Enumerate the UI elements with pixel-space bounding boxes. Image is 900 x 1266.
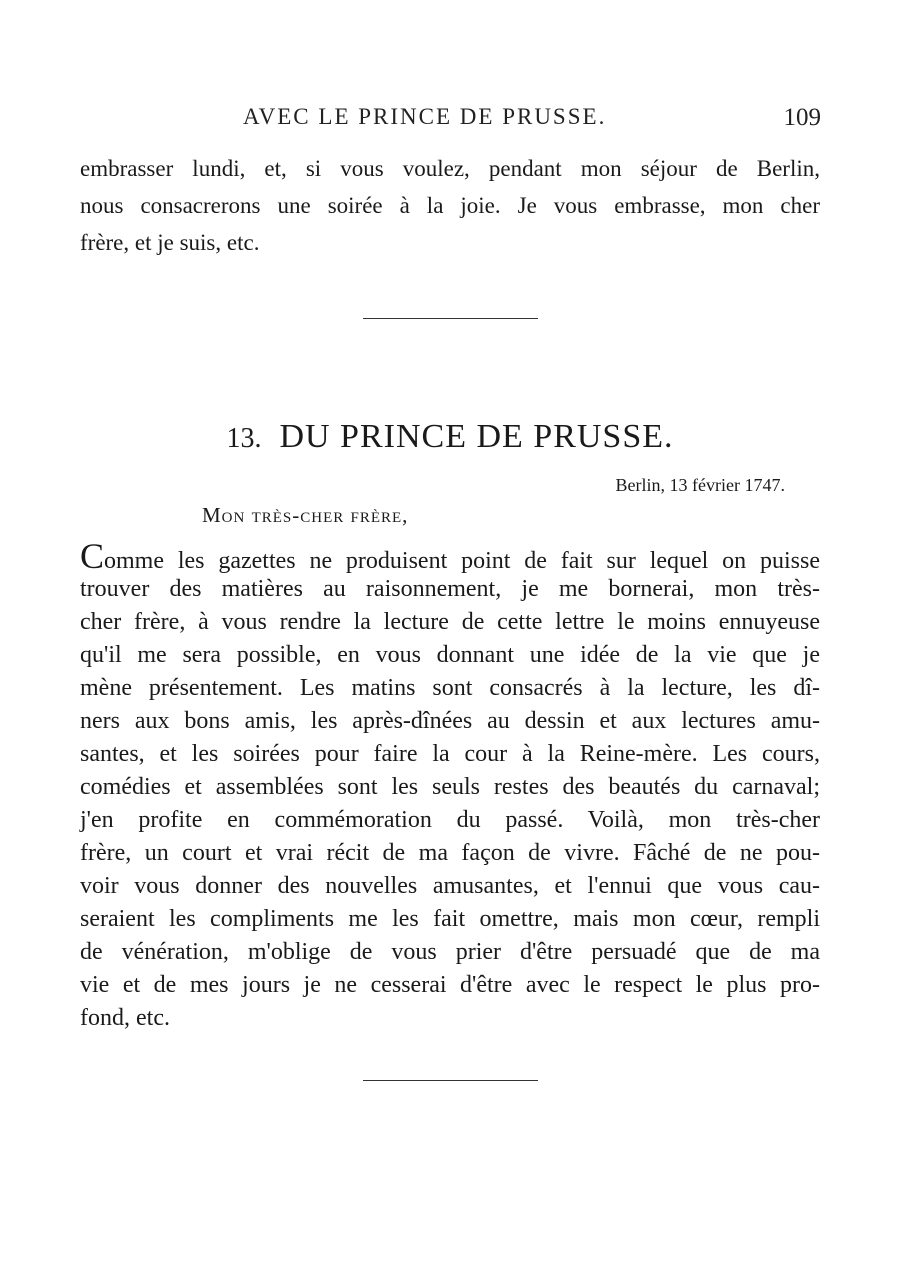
text-line: de vénération, m'oblige de vous prier d'être persuadé que de ma xyxy=(80,939,820,965)
text-line: comédies et assemblées sont les seuls restes des beautés du carnaval; xyxy=(80,774,820,800)
text-line: santes, et les soirées pour faire la cour à la Reine-mère. Les cours, xyxy=(80,741,820,767)
dateline: Berlin, 13 février 1747. xyxy=(615,475,785,495)
first-line-text: omme les gazettes ne produisent point de fait sur lequel on puisse xyxy=(104,548,820,574)
salutation: Mon très-cher frère, xyxy=(202,503,409,527)
text-line: ners aux bons amis, les après-dînées au dessin et aux lectures amu- xyxy=(80,708,820,734)
text-line: frère, et je suis, etc. xyxy=(80,230,260,255)
letter-heading xyxy=(0,418,900,456)
drop-cap: C xyxy=(80,536,105,576)
section-divider xyxy=(363,1080,538,1081)
text-line xyxy=(80,536,820,576)
page-number: 109 xyxy=(783,104,821,131)
text-line: mène présentement. Les matins sont consacrés à la lecture, les dî- xyxy=(80,675,820,701)
text-line: nous consacrerons une soirée à la joie. Je vous embrasse, mon cher xyxy=(80,193,820,218)
continuation-text xyxy=(80,150,820,261)
text-line: trouver des matières au raisonnement, je me bornerai, mon très- xyxy=(80,576,820,602)
text-line: j'en profite en commémoration du passé. Voilà, mon très-cher xyxy=(80,807,820,833)
text-line: fond, etc. xyxy=(80,1005,170,1031)
text-line: voir vous donner des nouvelles amusantes, et l'ennui que vous cau- xyxy=(80,873,820,899)
text-line: embrasser lundi, et, si vous voulez, pendant mon séjour de Berlin, xyxy=(80,156,820,181)
running-head: AVEC LE PRINCE DE PRUSSE. xyxy=(243,104,607,129)
letter-title: DU PRINCE DE PRUSSE. xyxy=(279,418,674,455)
section-divider xyxy=(363,318,538,319)
letter-number: 13. xyxy=(226,423,262,454)
text-line: frère, un court et vrai récit de ma façon de vivre. Fâché de ne pou- xyxy=(80,840,820,866)
text-line: seraient les compliments me les fait omettre, mais mon cœur, rempli xyxy=(80,906,820,932)
text-line: vie et de mes jours je ne cesserai d'être avec le respect le plus pro- xyxy=(80,972,820,998)
letter-body xyxy=(80,536,820,1035)
text-line: qu'il me sera possible, en vous donnant une idée de la vie que je xyxy=(80,642,820,668)
text-line: cher frère, à vous rendre la lecture de cette lettre le moins ennuyeuse xyxy=(80,609,820,635)
